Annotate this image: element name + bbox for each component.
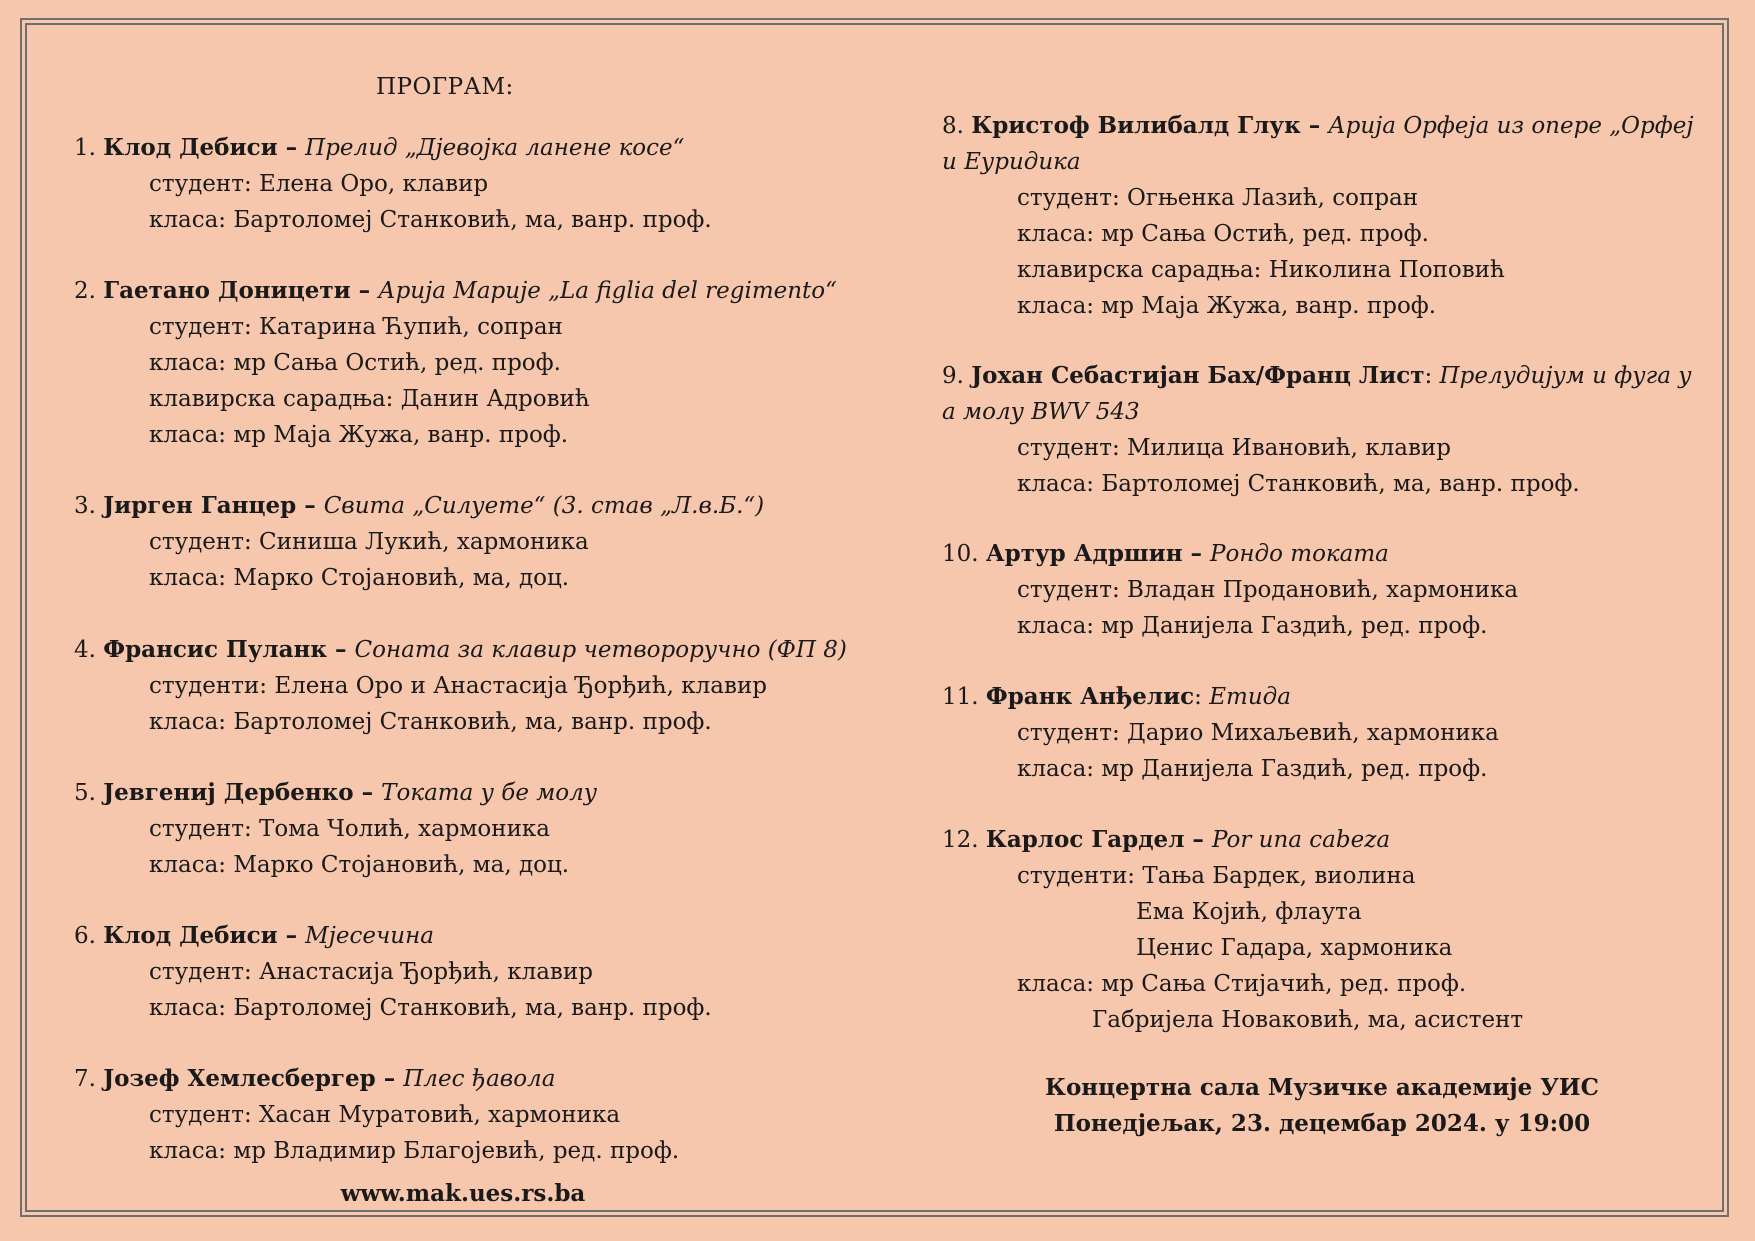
- performer-line: студент: Дарио Михаљевић, хармоника: [1017, 720, 1499, 746]
- program-item-11: 11. Франк Анђелис: Етида студент: Дарио Михаљевић, хармоника класа: мр Данијела Газдић, ред. проф.: [942, 679, 1499, 787]
- program-item-6: 6. Клод Дебиси – Мјесечина студент: Анастасија Ђорђић, клавир класа: Бартоломеј Станковић, ма, ванр. проф.: [74, 918, 712, 1026]
- performer-line: студент: Синиша Лукић, хармоника: [149, 529, 589, 555]
- work-title: Свита „Силуете“ (3. став „Л.в.Б.“): [323, 493, 765, 519]
- program-item-3: 3. Јирген Ганцер – Свита „Силуете“ (3. став „Л.в.Б.“) студент: Синиша Лукић, хармоника класа: Марко Стојановић, ма, доц.: [74, 488, 764, 596]
- class-line: класа: мр Владимир Благојевић, ред. проф.: [149, 1138, 680, 1164]
- composer: Гаетано Доницети: [103, 277, 351, 304]
- work-title: Токата у бе молу: [381, 780, 598, 806]
- venue-block: [942, 1070, 1702, 1142]
- program-item-7: 7. Јозеф Хемлесбергер – Плес ђавола студент: Хасан Муратовић, хармоника класа: мр Владимир Благојевић, ред. проф.: [74, 1061, 679, 1169]
- class-line: класа: Бартоломеј Станковић, ма, ванр. проф.: [1017, 471, 1580, 497]
- program-item-8: 8. Кристоф Вилибалд Глук – Арија Орфеја из опере „Орфеј и Еуридика студент: Огњенка Лазић, сопран класа: мр Сања Остић, ред. проф. клавирска сарадња: Николина Поповић класа: мр Маја Жужа, ванр. проф.: [942, 108, 1702, 324]
- composer: Франсис Пуланк: [103, 636, 327, 663]
- class-line: класа: мр Сања Остић, ред. проф.: [149, 350, 561, 376]
- program-heading: ПРОГРАМ:: [376, 74, 514, 100]
- work-title: Прелудијум и фуга у а молу BWV 543: [942, 363, 1692, 425]
- composer: Јевгениј Дербенко: [103, 779, 354, 806]
- website-link[interactable]: www.mak.ues.rs.ba: [340, 1180, 586, 1207]
- class-line: класа: мр Маја Жужа, ванр. проф.: [1017, 293, 1437, 319]
- performer-line: студент: Катарина Ћупић, сопран: [149, 314, 563, 340]
- composer: Клод Дебиси: [103, 134, 278, 161]
- performer-line: студент: Тома Чолић, хармоника: [149, 816, 551, 842]
- class-line: класа: мр Данијела Газдић, ред. проф.: [1017, 756, 1488, 782]
- class-line: класа: мр Данијела Газдић, ред. проф.: [1017, 613, 1488, 639]
- class-line: класа: мр Сања Стијачић, ред. проф.: [1017, 971, 1467, 997]
- performer-line: студент: Хасан Муратовић, хармоника: [149, 1102, 621, 1128]
- class-line: класа: Бартоломеј Станковић, ма, ванр. проф.: [149, 207, 712, 233]
- work-title: Прелид „Дјевојка ланене косе“: [305, 135, 685, 161]
- class-line: класа: Бартоломеј Станковић, ма, ванр. проф.: [149, 709, 712, 735]
- work-title: Арија Марије „La figlia del regimento“: [378, 278, 837, 304]
- performer-line: студент: Анастасија Ђорђић, клавир: [149, 959, 593, 985]
- performer-line: Ценис Гадара, хармоника: [1136, 935, 1453, 961]
- composer: Клод Дебиси: [103, 922, 278, 949]
- class-line: класа: Бартоломеј Станковић, ма, ванр. проф.: [149, 995, 712, 1021]
- composer: Франк Анђелис: [985, 683, 1195, 710]
- work-title: Рондо токата: [1210, 541, 1389, 567]
- composer: Кристоф Вилибалд Глук: [971, 112, 1301, 139]
- class-line: Габријела Новаковић, ма, асистент: [1092, 1007, 1524, 1033]
- work-title: Соната за клавир четвороручно (ФП 8): [354, 637, 847, 663]
- class-line: класа: мр Маја Жужа, ванр. проф.: [149, 422, 569, 448]
- program-item-5: 5. Јевгениј Дербенко – Токата у бе молу студент: Тома Чолић, хармоника класа: Марко Стојановић, ма, доц.: [74, 775, 597, 883]
- class-line: класа: мр Сања Остић, ред. проф.: [1017, 221, 1429, 247]
- accompanist-line: клавирска сарадња: Данин Адровић: [149, 386, 590, 412]
- composer: Артур Адршин: [985, 540, 1183, 567]
- venue-name: Концертна сала Музичке академије УИС: [1045, 1074, 1599, 1101]
- composer: Јирген Ганцер: [103, 492, 297, 519]
- work-title: Плес ђавола: [403, 1066, 556, 1092]
- work-title: Por una cabeza: [1211, 827, 1391, 853]
- accompanist-line: клавирска сарадња: Николина Поповић: [1017, 257, 1505, 283]
- performer-line: студент: Милица Ивановић, клавир: [1017, 435, 1451, 461]
- program-item-10: 10. Артур Адршин – Рондо токата студент: Владан Продановић, хармоника класа: мр Данијела Газдић, ред. проф.: [942, 536, 1518, 644]
- composer: Јозеф Хемлесбергер: [103, 1065, 376, 1092]
- performer-line: студент: Огњенка Лазић, сопран: [1017, 185, 1419, 211]
- performer-line: студент: Владан Продановић, хармоника: [1017, 577, 1519, 603]
- work-title: Етида: [1209, 684, 1291, 710]
- work-title: Мјесечина: [305, 923, 434, 949]
- class-line: класа: Марко Стојановић, ма, доц.: [149, 852, 570, 878]
- program-item-1: 1. Клод Дебиси – Прелид „Дјевојка ланене косе“ студент: Елена Оро, клавир класа: Бартоломеј Станковић, ма, ванр. проф.: [74, 130, 712, 238]
- program-item-12: 12. Карлос Гардел – Por una cabeza студенти: Тања Бардек, виолина Ема Којић, флаута Ценис Гадара, хармоника класа: мр Сања Стијачић, ред. проф. Габријела Новаковић, ма, асистент: [942, 822, 1523, 1038]
- program-item-4: 4. Франсис Пуланк – Соната за клавир четвороручно (ФП 8) студенти: Елена Оро и Анастасија Ђорђић, клавир класа: Бартоломеј Станковић, ма, ванр. проф.: [74, 632, 847, 740]
- event-date: Понедјељак, 23. децембар 2024. у 19:00: [1053, 1110, 1591, 1137]
- class-line: класа: Марко Стојановић, ма, доц.: [149, 565, 570, 591]
- performer-line: студенти: Тања Бардек, виолина: [1017, 863, 1416, 889]
- composer: Јохан Себастијан Бах/Франц Лист: [971, 362, 1425, 389]
- program-item-2: 2. Гаетано Доницети – Арија Марије „La figlia del regimento“ студент: Катарина Ћупић, сопран класа: мр Сања Остић, ред. проф. клавирска сарадња: Данин Адровић класа: мр Маја Жужа, ванр. проф.: [74, 273, 837, 453]
- composer: Карлос Гардел: [985, 826, 1185, 853]
- work-title: Арија Орфеја из опере „Орфеј и Еуридика: [942, 113, 1694, 175]
- program-item-9: 9. Јохан Себастијан Бах/Франц Лист: Прелудијум и фуга у а молу BWV 543 студент: Милица Ивановић, клавир класа: Бартоломеј Станковић, ма, ванр. проф.: [942, 358, 1702, 502]
- performer-line: студент: Елена Оро, клавир: [149, 171, 489, 197]
- performer-line: Ема Којић, флаута: [1136, 899, 1362, 925]
- performer-line: студенти: Елена Оро и Анастасија Ђорђић, клавир: [149, 673, 767, 699]
